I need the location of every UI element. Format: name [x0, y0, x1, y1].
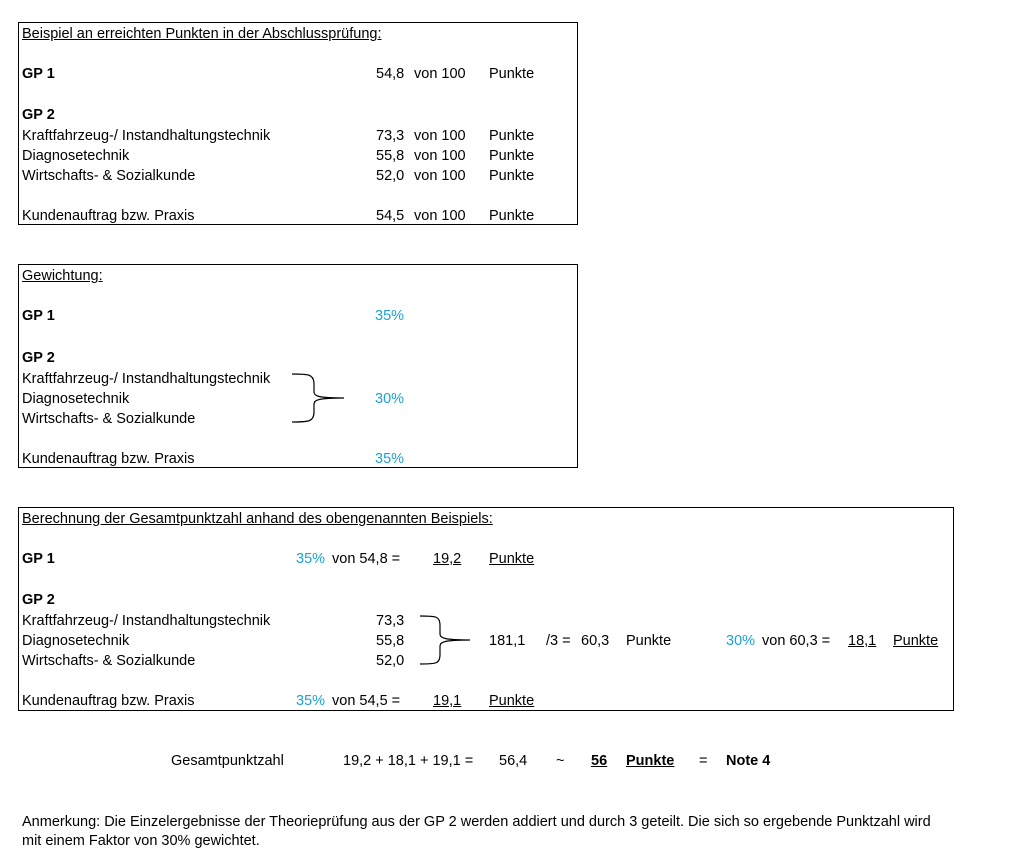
- section1-title: Beispiel an erreichten Punkten in der Abschlussprüfung:: [22, 26, 382, 42]
- section3-gp1-calc: von 54,8 =: [332, 551, 401, 567]
- section2-kunde-label: Kundenauftrag bzw. Praxis: [22, 451, 195, 467]
- section3-row-label: Wirtschafts- & Sozialkunde: [22, 653, 196, 669]
- section-calculation: [18, 507, 954, 711]
- section3-kunde-unit: Punkte: [489, 693, 535, 709]
- section3-gp2-avg-unit: Punkte: [626, 633, 672, 649]
- total-equals: =: [699, 753, 708, 769]
- section1-row-score: 55,8: [376, 148, 405, 164]
- section1-row-von: von 100: [414, 148, 466, 164]
- section3-gp1-label: GP 1: [22, 551, 55, 567]
- section3-gp2-avg: 60,3: [581, 633, 610, 649]
- section1-row-label: Wirtschafts- & Sozialkunde: [22, 168, 196, 184]
- section1-row-unit: Punkte: [489, 148, 535, 164]
- section1-row-von: von 100: [414, 128, 466, 144]
- total-raw: 56,4: [499, 753, 528, 769]
- section1-row-score: 52,0: [376, 168, 405, 184]
- section-example-scores: [18, 22, 578, 225]
- section3-gp1-result: 19,2: [433, 551, 462, 567]
- section1-row-unit: Punkte: [489, 168, 535, 184]
- section1-gp1-von: von 100: [414, 66, 466, 82]
- section1-row-von: von 100: [414, 168, 466, 184]
- section2-brace: [290, 372, 350, 424]
- section1-row-score: 73,3: [376, 128, 405, 144]
- section3-brace: [418, 614, 474, 666]
- section1-kunde-von: von 100: [414, 208, 466, 224]
- total-grade: Note 4: [726, 753, 771, 769]
- total-unit: Punkte: [626, 753, 675, 769]
- section1-gp1-label: GP 1: [22, 66, 55, 82]
- total-rounded: 56: [591, 753, 608, 769]
- total-formula: 19,2 + 18,1 + 19,1 =: [343, 753, 474, 769]
- section3-title: Berechnung der Gesamtpunktzahl anhand des obengenannten Beispiels:: [22, 511, 493, 527]
- section1-gp1-unit: Punkte: [489, 66, 535, 82]
- section3-gp2-result-unit: Punkte: [893, 633, 939, 649]
- note-line-2: mit einem Faktor von 30% gewichtet.: [22, 833, 260, 849]
- section-weighting: [18, 264, 578, 468]
- section2-row-label: Wirtschafts- & Sozialkunde: [22, 411, 196, 427]
- section3-row-value: 73,3: [376, 613, 405, 629]
- section3-gp1-unit: Punkte: [489, 551, 535, 567]
- section1-row-label: Kraftfahrzeug-/ Instandhaltungstechnik: [22, 128, 271, 144]
- section3-row-label: Kraftfahrzeug-/ Instandhaltungstechnik: [22, 613, 271, 629]
- section3-kunde-pct: 35%: [296, 693, 326, 709]
- section2-gp1-weight: 35%: [375, 308, 405, 324]
- section2-title: Gewichtung:: [22, 268, 103, 284]
- section2-gp1-label: GP 1: [22, 308, 55, 324]
- section3-kunde-result: 19,1: [433, 693, 462, 709]
- section2-row-label: Kraftfahrzeug-/ Instandhaltungstechnik: [22, 371, 271, 387]
- section3-gp2-sum: 181,1: [489, 633, 526, 649]
- section3-gp2-result: 18,1: [848, 633, 877, 649]
- section3-kunde-label: Kundenauftrag bzw. Praxis: [22, 693, 195, 709]
- total-label: Gesamtpunktzahl: [171, 753, 284, 769]
- section2-gp2-label: GP 2: [22, 350, 55, 366]
- section1-gp2-label: GP 2: [22, 107, 55, 123]
- section3-row-value: 55,8: [376, 633, 405, 649]
- section1-kunde-label: Kundenauftrag bzw. Praxis: [22, 208, 195, 224]
- section3-gp2-calc: von 60,3 =: [762, 633, 831, 649]
- section3-gp2-div: /3 =: [546, 633, 571, 649]
- section1-kunde-unit: Punkte: [489, 208, 535, 224]
- section3-gp2-pct: 30%: [726, 633, 756, 649]
- note-line-1: Anmerkung: Die Einzelergebnisse der Theorieprüfung aus der GP 2 werden addiert und durch 3 geteilt. Die sich so ergebende Punktzahl wird: [22, 814, 931, 830]
- section3-gp1-pct: 35%: [296, 551, 326, 567]
- section3-row-label: Diagnosetechnik: [22, 633, 130, 649]
- section1-row-label: Diagnosetechnik: [22, 148, 130, 164]
- total-approx: ~: [556, 753, 565, 769]
- section2-row-label: Diagnosetechnik: [22, 391, 130, 407]
- section3-kunde-calc: von 54,5 =: [332, 693, 401, 709]
- section3-gp2-label: GP 2: [22, 592, 55, 608]
- section2-kunde-weight: 35%: [375, 451, 405, 467]
- section2-gp2-weight: 30%: [375, 391, 405, 407]
- section1-kunde-score: 54,5: [376, 208, 405, 224]
- section1-gp1-score: 54,8: [376, 66, 405, 82]
- section1-row-unit: Punkte: [489, 128, 535, 144]
- section3-row-value: 52,0: [376, 653, 405, 669]
